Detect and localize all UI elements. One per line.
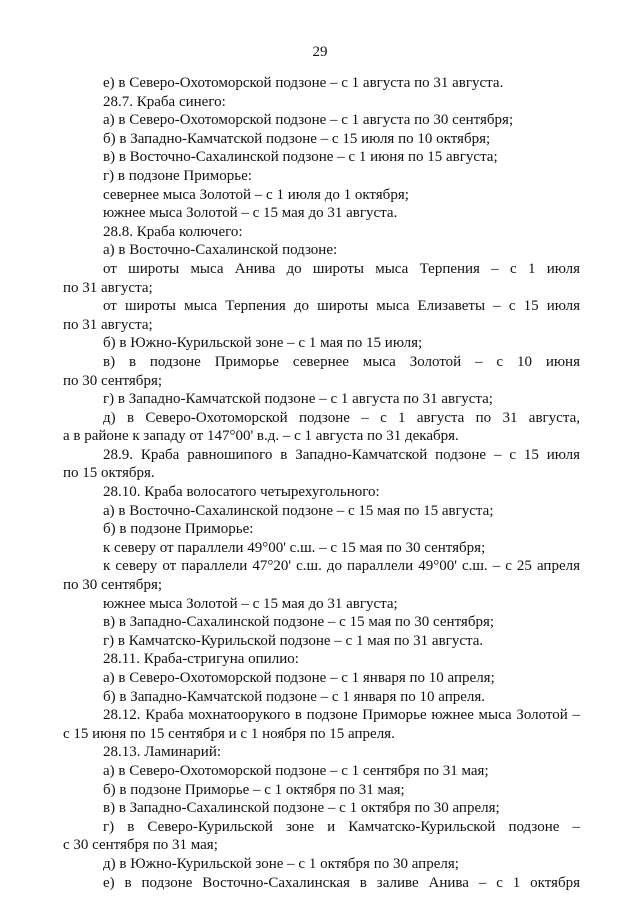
text-line: е) в Северо-Охотоморской подзоне – с 1 августа по 31 августа. (103, 75, 504, 91)
text-line: г) в Западно-Камчатской подзоне – с 1 августа по 31 августа; (103, 391, 493, 408)
text-line: от широты мыса Терпения до широты мыса Елизаветы – с 15 июля (103, 298, 580, 315)
text-line: севернее мыса Золотой – с 1 июля до 1 октября; (103, 186, 409, 203)
document-body (63, 74, 580, 892)
text-line: б) в Западно-Камчатской подзоне – с 15 июля по 10 октября; (103, 130, 491, 147)
text-line: д) в Южно-Курильской зоне – с 1 октября по 30 апреля; (103, 855, 459, 872)
text-line: а) в Северо-Охотоморской подзоне – с 1 сентября по 31 мая; (103, 762, 489, 779)
text-line: в) в подзоне Приморье севернее мыса Золотой – с 10 июня (103, 353, 580, 370)
text-line: г) в Камчатско-Курильской подзоне – с 1 мая по 31 августа. (103, 632, 484, 649)
text-line: б) в Западно-Камчатской подзоне – с 1 января по 10 апреля. (103, 688, 486, 705)
text-line: а) в Восточно-Сахалинской подзоне: (103, 242, 338, 259)
text-line: южнее мыса Золотой – с 15 мая до 31 августа. (103, 205, 398, 222)
text-line: д) в Северо-Охотоморской подзоне – с 1 августа по 31 августа, (103, 409, 580, 426)
text-line: по 30 сентября; (63, 577, 163, 594)
text-line: по 30 сентября; (63, 372, 163, 389)
text-line: 28.12. Краба мохнатоорукого в подзоне Приморье южнее мыса Золотой – (103, 707, 580, 724)
text-line: а) в Восточно-Сахалинской подзоне – с 15 мая по 15 августа; (103, 502, 494, 519)
text-line: б) в подзоне Приморье: (103, 521, 254, 538)
text-line: в) в Восточно-Сахалинской подзоне – с 1 июня по 15 августа; (103, 149, 498, 166)
text-line: 28.10. Краба волосатого четырехугольного: (103, 484, 380, 501)
text-line: южнее мыса Золотой – с 15 мая до 31 августа; (103, 595, 398, 612)
text-line: г) в подзоне Приморье: (103, 167, 252, 184)
text-line: к северу от параллели 49°00' с.ш. – с 15 мая по 30 сентября; (103, 539, 486, 556)
text-line: от широты мыса Анива до широты мыса Терпения – с 1 июля (103, 260, 580, 277)
text-line: 28.11. Краба-стригуна опилио: (103, 651, 299, 668)
text-line: б) в Южно-Курильской зоне – с 1 мая по 15 июля; (103, 335, 423, 352)
page-number: 29 (312, 44, 328, 60)
text-line: 28.13. Ламинарий: (103, 744, 222, 761)
text-line: а) в Северо-Охотоморской подзоне – с 1 января по 10 апреля; (103, 670, 495, 686)
text-line: по 31 августа; (63, 279, 153, 296)
text-line: 28.8. Краба колючего: (103, 223, 243, 240)
text-line: по 15 октября. (63, 465, 155, 482)
text-line: 28.7. Краба синего: (103, 93, 226, 110)
text-line: к северу от параллели 47°20' с.ш. до параллели 49°00' с.ш. – с 25 апреля (103, 558, 580, 575)
text-line: по 31 августа; (63, 316, 153, 333)
text-line: в) в Западно-Сахалинской подзоне – с 1 октября по 30 апреля; (103, 800, 500, 817)
text-line: е) в подзоне Восточно-Сахалинская в заливе Анива – с 1 октября (103, 874, 580, 891)
text-line: б) в подзоне Приморье – с 1 октября по 31 мая; (103, 781, 405, 798)
text-line: а) в Северо-Охотоморской подзоне – с 1 августа по 30 сентября; (103, 112, 514, 129)
text-line: с 15 июня по 15 сентября и с 1 ноября по 15 апреля. (63, 725, 395, 742)
text-line: а в районе к западу от 147°00' в.д. – с 1 августа по 31 декабря. (63, 428, 459, 445)
text-line: 28.9. Краба равношипого в Западно-Камчатской подзоне – с 15 июля (103, 446, 580, 463)
text-line: с 30 сентября по 31 мая; (63, 837, 218, 854)
text-line: в) в Западно-Сахалинской подзоне – с 15 мая по 30 сентября; (103, 614, 495, 631)
text-line: г) в Северо-Курильской зоне и Камчатско-Курильской подзоне – (103, 818, 580, 835)
